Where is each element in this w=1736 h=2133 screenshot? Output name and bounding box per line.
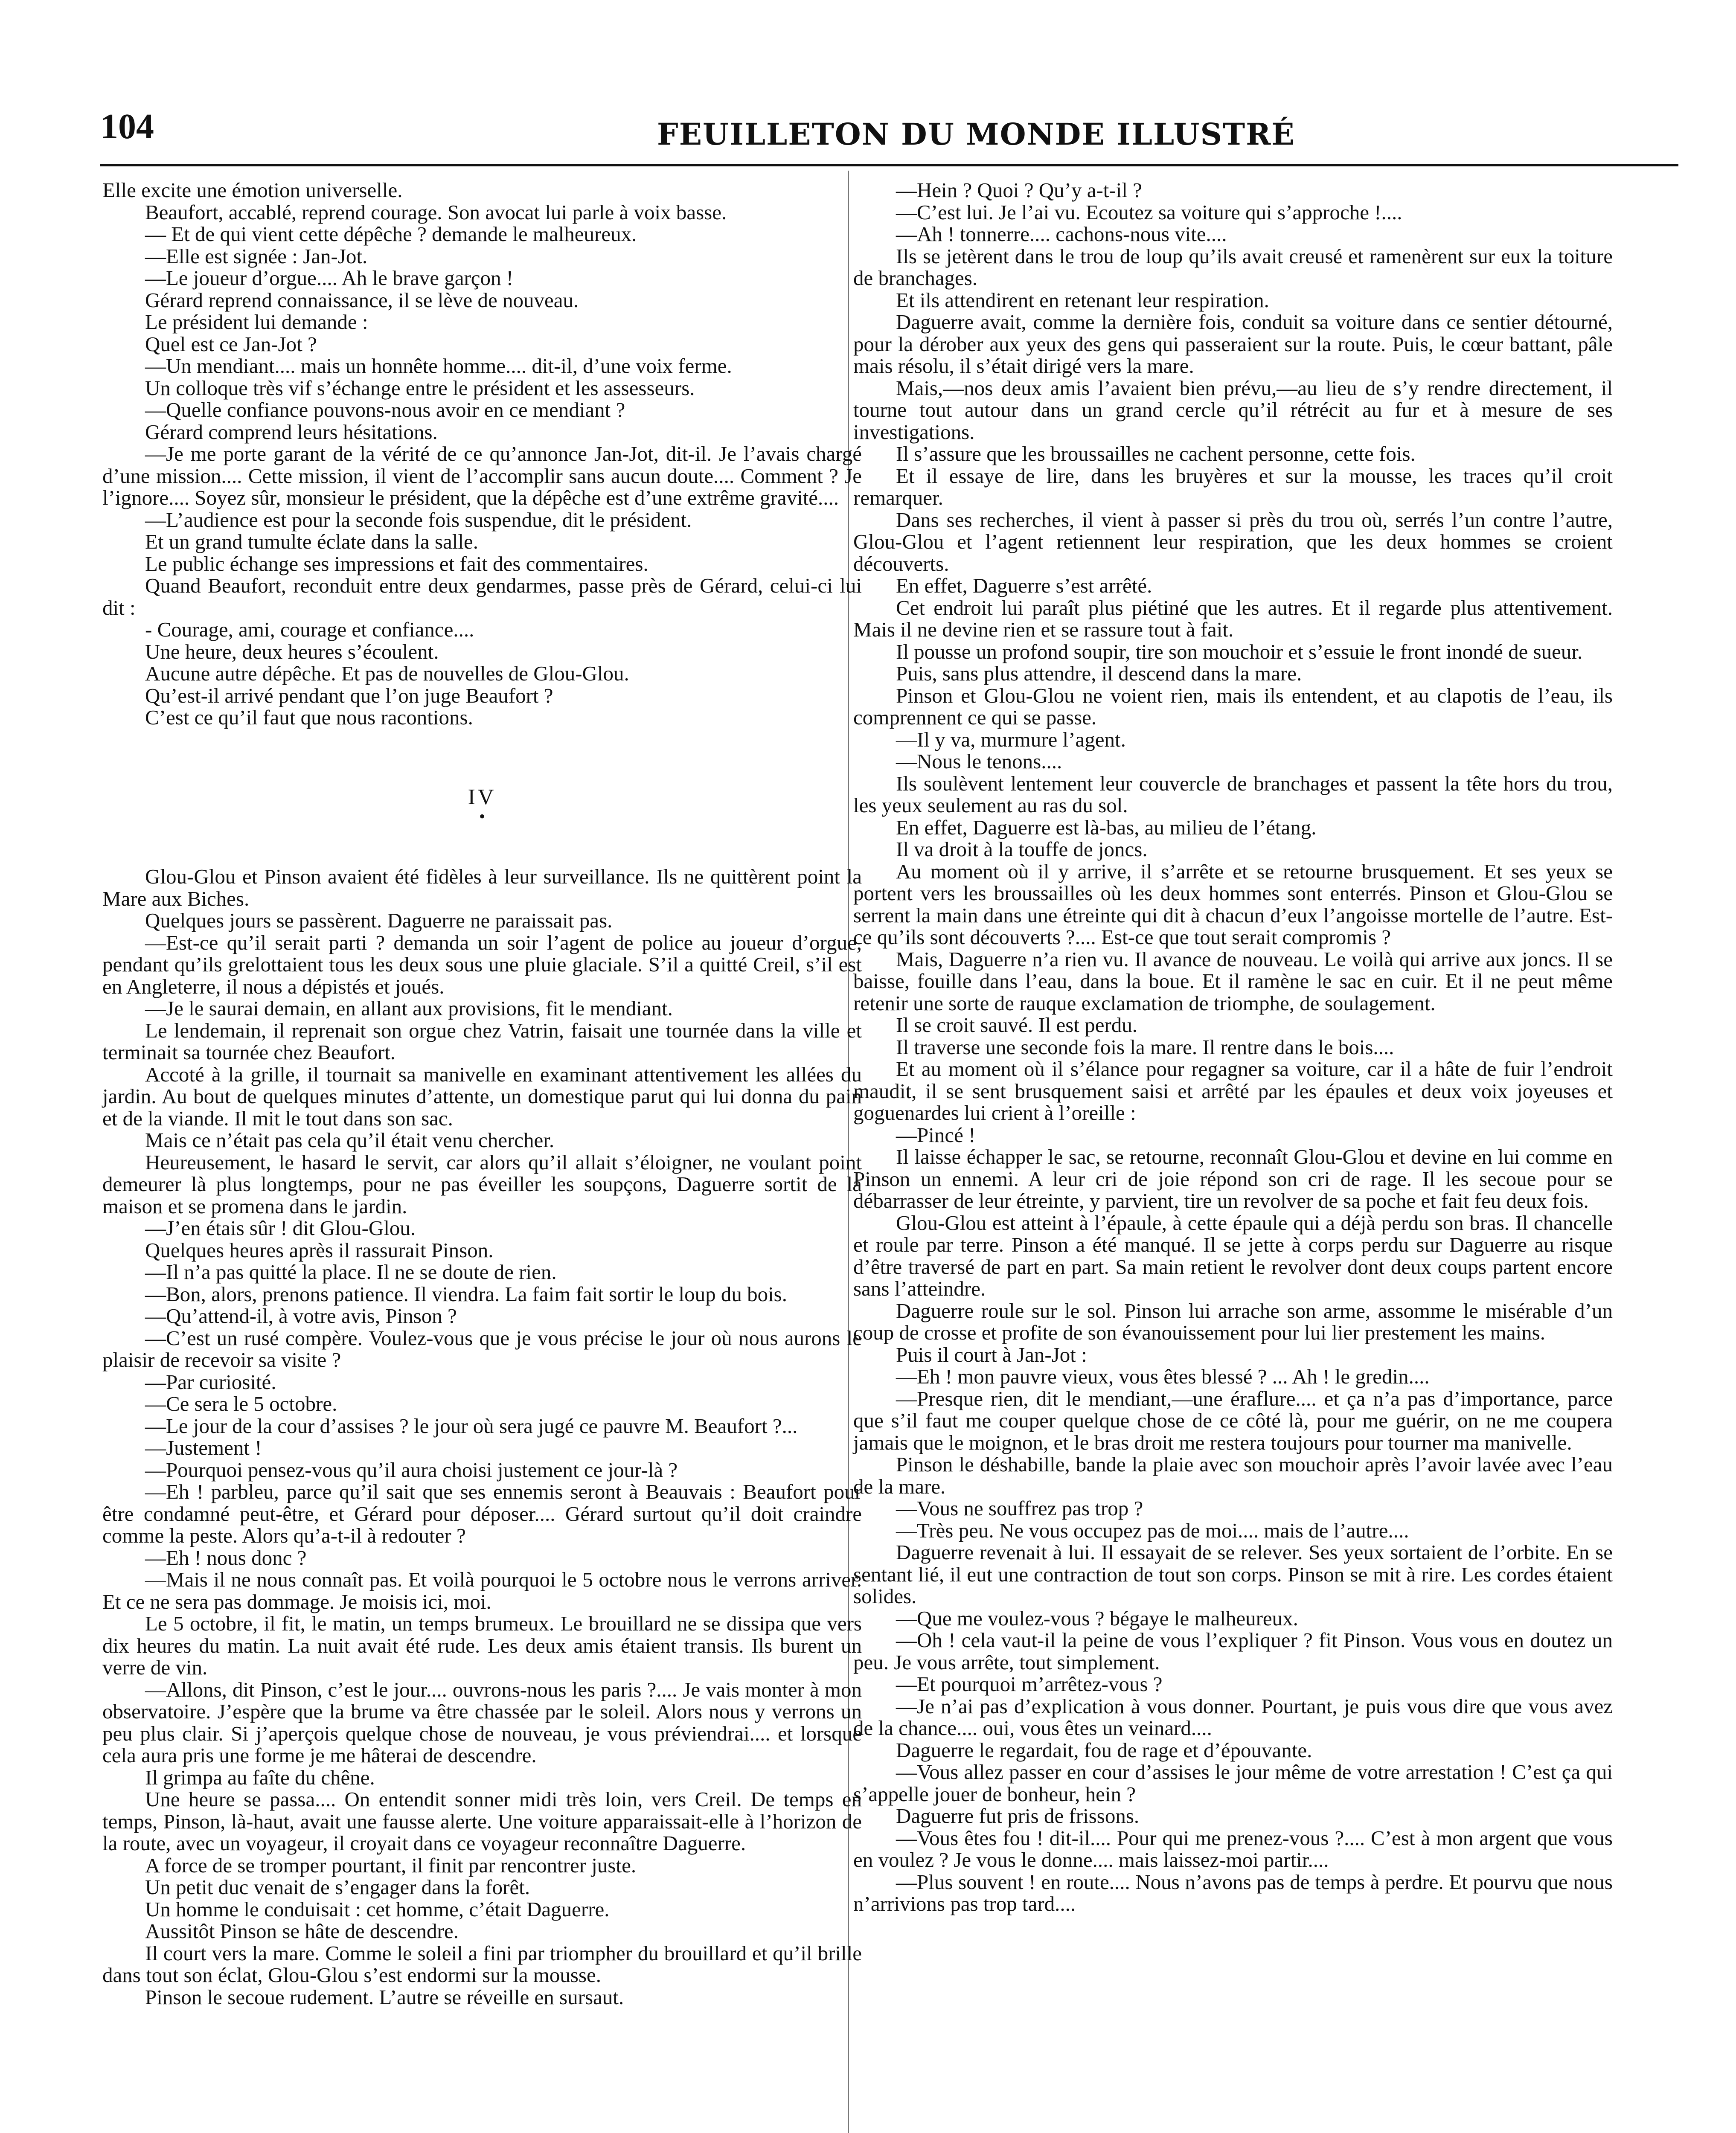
paragraph: Daguerre revenait à lui. Il essayait de se relever. Ses yeux sortaient de l’orbite. En se sentant lié, il eut une contraction de tout son corps. Pinson se mit à rire. Les cordes étaient solides. — [853, 1540, 1613, 1608]
paragraph: —Et pourquoi m’arrêtez-vous ? — [896, 1672, 1163, 1696]
paragraph: —Il y va, murmure l’agent. — [896, 727, 1126, 751]
paragraph: —Je le saurai demain, en allant aux provisions, fit le mendiant. — [145, 997, 673, 1020]
paragraph: Il va droit à la touffe de joncs. — [896, 837, 1148, 861]
paragraph: —J’en étais sûr ! dit Glou-Glou. — [145, 1216, 416, 1240]
paragraph: —Eh ! mon pauvre vieux, vous êtes blessé ? ... Ah ! le gredin.... — [896, 1365, 1430, 1388]
paragraph: —Ce sera le 5 octobre. — [145, 1392, 337, 1415]
paragraph: Il s’assure que les broussailles ne cachent personne, cette fois. — [896, 442, 1416, 465]
paragraph: —Très peu. Ne vous occupez pas de moi.... mais de l’autre.... — [896, 1518, 1409, 1542]
paragraph: En effet, Daguerre est là-bas, au milieu de l’étang. — [896, 815, 1317, 839]
paragraph: Daguerre le regardait, fou de rage et d’épouvante. — [896, 1738, 1312, 1762]
paragraph: —Qu’attend-il, à votre avis, Pinson ? — [145, 1304, 457, 1328]
paragraph: En effet, Daguerre s’est arrêté. — [896, 574, 1152, 597]
paragraph: Elle excite une émotion universelle. — [102, 178, 403, 202]
paragraph: Quelques heures après il rassurait Pinson. — [145, 1238, 494, 1262]
paragraph: —Justement ! — [145, 1436, 262, 1459]
paragraph: Ils se jetèrent dans le trou de loup qu’ils avait creusé et ramenèrent sur eux la toiture de branchages. — [853, 244, 1613, 290]
paragraph: Le public échange ses impressions et fait des commentaires. — [145, 552, 648, 575]
paragraph: —Nous le tenons.... — [896, 750, 1062, 773]
paragraph: —Quelle confiance pouvons-nous avoir en ce mendiant ? — [145, 398, 625, 421]
paragraph: —Le joueur d’orgue.... Ah le brave garçon ! — [145, 266, 514, 290]
paragraph: Beaufort, accablé, reprend courage. Son avocat lui parle à voix basse. — [145, 200, 727, 224]
paragraph: —Presque rien, dit le mendiant,—une éraflure.... et ça n’a pas d’importance, parce que s’il faut me couper quelque chose de ce côté là, pour me guérir, on ne me coupera jamais que le moignon, et le bras droit me restera toujours pour tourner ma manivelle. — [853, 1386, 1613, 1454]
paragraph: Aucune autre dépêche. Et pas de nouvelles de Glou-Glou. — [145, 662, 629, 685]
paragraph: Gérard comprend leurs hésitations. — [145, 420, 438, 444]
paragraph: — Et de qui vient cette dépêche ? demande le malheureux. — [145, 222, 637, 246]
paragraph: —Je n’ai pas d’explication à vous donner. Pourtant, je puis vous dire que vous avez de la chance.... oui, vous êtes un veinard.... — [853, 1694, 1613, 1740]
paragraph: —Allons, dit Pinson, c’est le jour.... ouvrons-nous les paris ?.... Je vais monter à mon observatoire. J’espère que la brume va être chassée par le soleil. Alors nous y verrons un peu plus clair. Si j’aperçois quelque chose de nouveau, je vous préviendrai.... et lorsque cela aura pris une forme je me hâterai de descendre. — [102, 1677, 862, 1767]
header-rule — [100, 164, 1678, 166]
paragraph: Et il essaye de lire, dans les bruyères et sur la mousse, les traces qu’il croit remarquer. — [853, 464, 1613, 509]
paragraph: —Que me voulez-vous ? bégaye le malheureux. — [896, 1606, 1298, 1630]
paragraph: Une heure se passa.... On entendit sonner midi très loin, vers Creil. De temps en temps, Pinson, là-haut, avait une fausse alerte. Une voiture apparaissait-elle à l’horizon de la route, avec un voyageur, il croyait dans ce voyageur reconnaître Daguerre. — [102, 1787, 862, 1855]
paragraph: Le lendemain, il reprenait son orgue chez Vatrin, faisait une tournée dans la ville et terminait sa tournée chez Beaufort. — [102, 1018, 862, 1064]
paragraph: A force de se tromper pourtant, il finit par rencontrer juste. — [145, 1853, 637, 1877]
right-column — [853, 179, 1613, 1915]
paragraph: Le président lui demande : — [145, 310, 368, 334]
paragraph: —Le jour de la cour d’assises ? le jour où sera jugé ce pauvre M. Beaufort ?... — [145, 1414, 798, 1438]
paragraph: —Il n’a pas quitté la place. Il ne se doute de rien. — [145, 1260, 557, 1284]
paragraph: Mais ce n’était pas cela qu’il était venu chercher. — [145, 1128, 555, 1152]
paragraph: Pinson le secoue rudement. L’autre se réveille en sursaut. — [145, 1985, 624, 2009]
paragraph: Il pousse un profond soupir, tire son mouchoir et s’essuie le front inondé de sueur. — [896, 639, 1583, 663]
paragraph: —Plus souvent ! en route.... Nous n’avons pas de temps à perdre. Et pourvu que nous n’arrivions pas trop tard.... — [853, 1870, 1613, 1915]
paragraph: Gérard reprend connaissance, il se lève de nouveau. — [145, 288, 579, 312]
paragraph: Quelques jours se passèrent. Daguerre ne paraissait pas. — [145, 909, 613, 932]
paragraph: —Est-ce qu’il serait parti ? demanda un soir l’agent de police au joueur d’orgue, pendant qu’ils grelottaient tous les deux sous une pluie glaciale. S’il a quitté Creil, s’il est en Angleterre, il nous a dépistés et joués. — [102, 930, 862, 998]
paragraph: Il traverse une seconde fois la mare. Il rentre dans le bois.... — [896, 1035, 1394, 1059]
paragraph: —Vous allez passer en cour d’assises le jour même de votre arrestation ! C’est ça qui s’appelle jouer de bonheur, hein ? — [853, 1760, 1613, 1806]
paragraph: Qu’est-il arrivé pendant que l’on juge Beaufort ? — [145, 683, 553, 707]
paragraph: Daguerre roule sur le sol. Pinson lui arrache son arme, assomme le misérable d’un coup de crosse et profite de son évanouissement pour lui lier prestement les mains. — [853, 1299, 1613, 1344]
paragraph: —Hein ? Quoi ? Qu’y a-t-il ? — [896, 178, 1142, 202]
chapter-ornament: • — [479, 807, 485, 826]
paragraph: —C’est lui. Je l’ai vu. Ecoutez sa voiture qui s’approche !.... — [896, 200, 1402, 224]
paragraph: Il laisse échapper le sac, se retourne, reconnaît Glou-Glou et devine en lui comme en Pinson un ennemi. A leur cri de joie répond son cri de rage. Il les secoue pour se débarrasser de leur étreinte, y parvient, tire un revolver de sa poche et fait feu deux fois. — [853, 1145, 1613, 1212]
paragraph: —Je me porte garant de la vérité de ce qu’annonce Jan-Jot, dit-il. Je l’avais chargé d’une mission.... Cette mission, il vient de l’accomplir sans aucun doute.... Comment ? Je l’ignore.... Soyez sûr, monsieur le président, que la dépêche est d’une extrême gravité.... — [102, 442, 862, 509]
paragraph: —Oh ! cela vaut-il la peine de vous l’expliquer ? fit Pinson. Vous vous en doutez un peu. Je vous arrête, tout simplement. — [853, 1628, 1613, 1674]
paragraph: Daguerre avait, comme la dernière fois, conduit sa voiture dans ce sentier détourné, pour la dérober aux yeux des gens qui passeraient sur la route. Puis, le cœur battant, pâle mais résolu, il s’était dirigé vers la mare. — [853, 310, 1613, 378]
paragraph: Le 5 octobre, il fit, le matin, un temps brumeux. Le brouillard ne se dissipa que vers dix heures du matin. La nuit avait été rude. Les deux amis étaient transis. Ils burent un verre de vin. — [102, 1612, 862, 1679]
paragraph: —Eh ! nous donc ? — [145, 1546, 307, 1569]
paragraph: C’est ce qu’il faut que nous racontions. — [145, 706, 473, 729]
paragraph: Pinson et Glou-Glou ne voient rien, mais ils entendent, et au clapotis de l’eau, ils comprennent ce qui se passe. — [853, 683, 1613, 729]
paragraph: - Courage, ami, courage et confiance.... — [145, 618, 474, 641]
left-column-chapter-body — [102, 866, 862, 2008]
paragraph: Puis il court à Jan-Jot : — [896, 1343, 1087, 1366]
page-number: 104 — [100, 107, 154, 146]
paragraph: Aussitôt Pinson se hâte de descendre. — [145, 1919, 459, 1943]
paragraph: Un colloque très vif s’échange entre le président et les assesseurs. — [145, 376, 695, 400]
paragraph: —Pincé ! — [896, 1123, 976, 1147]
paragraph: Il grimpa au faîte du chêne. — [145, 1765, 375, 1789]
paragraph: Pinson le déshabille, bande la plaie avec son mouchoir après l’avoir lavée avec l’eau de la mare. — [853, 1453, 1613, 1498]
paragraph: —Pourquoi pensez-vous qu’il aura choisi justement ce jour-là ? — [145, 1458, 678, 1482]
paragraph: Heureusement, le hasard le servit, car alors qu’il allait s’éloigner, ne voulant point demeurer là plus longtemps, pour ne pas éveiller les soupçons, Daguerre sortit de la maison et se promena dans le jardin. — [102, 1150, 862, 1218]
paragraph: Dans ses recherches, il vient à passer si près du trou où, serrés l’un contre l’autre, Glou-Glou et l’agent retiennent leur respiration, que les deux hommes se croient découverts. — [853, 508, 1613, 575]
chapter-heading: IV — [468, 785, 497, 809]
paragraph: Une heure, deux heures s’écoulent. — [145, 639, 439, 663]
paragraph: Daguerre fut pris de frissons. — [896, 1804, 1140, 1828]
paragraph: Accoté à la grille, il tournait sa manivelle en examinant attentivement les allées du jardin. Au bout de quelques minutes d’attente, un domestique parut qui lui donna du pain et de la viande. Il mit le tout dans son sac. — [102, 1062, 862, 1130]
paragraph: —Eh ! parbleu, parce qu’il sait que ses ennemis seront à Beauvais : Beaufort pour être condamné peut-être, et Gérard pour déposer.... Gérard surtout qu’il doit craindre comme la peste. Alors qu’a-t-il à redouter ? — [102, 1480, 862, 1547]
paragraph: —Vous ne souffrez pas trop ? — [896, 1497, 1143, 1520]
running-head: FEUILLETON DU MONDE ILLUSTRÉ — [657, 116, 1295, 152]
paragraph: —Par curiosité. — [145, 1370, 276, 1394]
paragraph: Puis, sans plus attendre, il descend dans la mare. — [896, 662, 1302, 685]
paragraph: Mais, Daguerre n’a rien vu. Il avance de nouveau. Le voilà qui arrive aux joncs. Il se baisse, fouille dans l’eau, dans la boue. Et il ramène le sac en cuir. Et il ne peut même retenir une sorte de rauque exclamation de triomphe, de soulagement. — [853, 947, 1613, 1015]
paragraph: Et ils attendirent en retenant leur respiration. — [896, 288, 1269, 312]
paragraph: Cet endroit lui paraît plus piétiné que les autres. Et il regarde plus attentivement. Mais il ne devine rien et se rassure tout à fait. — [853, 596, 1613, 641]
paragraph: Un petit duc venait de s’engager dans la forêt. — [145, 1875, 530, 1899]
paragraph: Il court vers la mare. Comme le soleil a fini par triompher du brouillard et qu’il brille dans tout son éclat, Glou-Glou s’est endormi sur la mousse. — [102, 1941, 862, 1987]
paragraph: Au moment où il y arrive, il s’arrête et se retourne brusquement. Et ses yeux se portent vers les broussailles où les deux hommes sont enterrés. Pinson et Glou-Glou se serrent la main dans une étreinte qui dit à chacun d’eux l’angoisse mortelle de l’autre. Est-ce qu’ils sont découverts ?.... Est-ce que tout serait compromis ? — [853, 859, 1613, 949]
paragraph: —Vous êtes fou ! dit-il.... Pour qui me prenez-vous ?.... C’est à mon argent que vous en voulez ? Je vous le donne.... mais laissez-moi partir.... — [853, 1826, 1613, 1871]
right-column-body — [853, 179, 1613, 1915]
paragraph: —C’est un rusé compère. Voulez-vous que je vous précise le jour où nous aurons le plaisir de recevoir sa visite ? — [102, 1326, 862, 1372]
paragraph: Et un grand tumulte éclate dans la salle. — [145, 530, 479, 553]
paragraph: Quel est ce Jan-Jot ? — [145, 332, 317, 356]
paragraph: —Ah ! tonnerre.... cachons-nous vite.... — [896, 222, 1227, 246]
paragraph: Ils soulèvent lentement leur couvercle de branchages et passent la tête hors du trou, les yeux seulement au ras du sol. — [853, 771, 1613, 817]
left-column-body — [102, 179, 862, 729]
paragraph: Il se croit sauvé. Il est perdu. — [896, 1013, 1138, 1037]
paragraph: Quand Beaufort, reconduit entre deux gendarmes, passe près de Gérard, celui-ci lui dit : — [102, 574, 862, 619]
left-column — [102, 179, 862, 2008]
paragraph: Mais,—nos deux amis l’avaient bien prévu,—au lieu de s’y rendre directement, il tourne tout autour dans un grand cercle qu’il rétrécit au fur et à mesure de ses investigations. — [853, 376, 1613, 444]
paragraph: Un homme le conduisait : cet homme, c’était Daguerre. — [145, 1897, 610, 1921]
paragraph: —Elle est signée : Jan-Jot. — [145, 244, 368, 268]
paragraph: Et au moment où il s’élance pour regagner sa voiture, car il a hâte de fuir l’endroit maudit, il se sent brusquement saisi et arrêté par les épaules et deux voix joyeuses et goguenardes lui crient à l’oreille : — [853, 1057, 1613, 1125]
paragraph: Glou-Glou est atteint à l’épaule, à cette épaule qui a déjà perdu son bras. Il chancelle et roule par terre. Pinson a été manqué. Il se jette à corps perdu sur Daguerre au risque d’être traversé de part en part. Sa main retient le revolver dont deux coups partent encore sans l’atteindre. — [853, 1211, 1613, 1300]
paragraph: —Mais il ne nous connaît pas. Et voilà pourquoi le 5 octobre nous le verrons arriver. Et ce ne sera pas dommage. Je moisis ici, moi. — [102, 1568, 862, 1613]
paragraph: —Bon, alors, prenons patience. Il viendra. La faim fait sortir le loup du bois. — [145, 1282, 788, 1306]
paragraph: —Un mendiant.... mais un honnête homme.... dit-il, d’une voix ferme. — [145, 354, 732, 378]
paragraph: Glou-Glou et Pinson avaient été fidèles à leur surveillance. Ils ne quittèrent point la Mare aux Biches. — [102, 865, 862, 910]
paragraph: —L’audience est pour la seconde fois suspendue, dit le président. — [145, 508, 692, 532]
